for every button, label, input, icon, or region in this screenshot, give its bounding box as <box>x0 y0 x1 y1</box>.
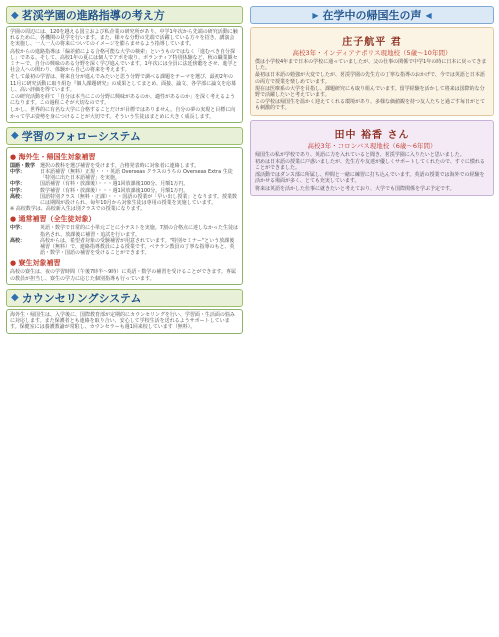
paragraph: 帰国生の私が学校であり、英語に力を入れていると聞き、茗渓学園に入りたいと思いました。 <box>255 151 465 158</box>
right-column <box>250 6 494 631</box>
diamond-icon: ◆ <box>11 292 19 304</box>
paragraph: この研究活動を経て「自分は本当にこの分野に興味があるのか、適性があるのか」を深く考えるようになります。この過程こそが大切なのです。 <box>10 94 236 107</box>
paragraph: この学校は帰国生を温かく迎えてくれる環境があり、多様な価値観を持つ友人たちと過ごす毎日がとても刺激的です。 <box>255 99 486 112</box>
person-subtitle: 高校3年・インディアナポリス現地校（5歳〜10年間） <box>292 49 452 57</box>
paragraph: しかし、世界的に有名な大学に合格することだけが目標ではありません。自分の夢の実現と目標に向かって学ぶ姿勢を身につけることが大切です。そういう生徒はまとめに大きく成長します。 <box>10 107 236 120</box>
person-subtitle: 高校3年・コロンバス現地校（6歳〜6年間） <box>307 141 437 150</box>
person-name: 庄子航平 君 <box>342 37 402 48</box>
paragraph: 最初は日本語の勉強が大変でしたが、茗渓学園の先生方の丁寧な指導のおかげで、今では英語と日本語の両方で授業を楽しめています。 <box>255 72 485 85</box>
paragraph: 将来は英語を活かした仕事に就きたいと考えており、大学でも国際関係を学ぶ予定です。 <box>255 185 455 192</box>
left-column <box>6 6 243 631</box>
list-item: 中学： 数学補習（有料・放課後）・・・週1回放課後100分。月額1万円。 <box>10 187 189 194</box>
section-title: 在学中の帰国生の声 <box>322 9 422 22</box>
list-item: 高校： 国語特別クラス（無料・正課）・・・国語の授業が「早い出し授業」となります。授業数には期間が設けられ、毎年10月から対象生徒は専用の授業を実施しています。 <box>10 193 237 207</box>
section-header <box>6 127 243 145</box>
triangle-icon: ◀ <box>425 10 432 20</box>
testimonial-card <box>250 27 494 116</box>
diamond-icon: ◆ <box>11 9 19 21</box>
section-header <box>6 6 243 24</box>
section-header <box>6 289 243 307</box>
subsection-title: ● 海外生・帰国生対象補習 <box>10 152 96 161</box>
section3-body <box>6 309 243 334</box>
paragraph: そして最初の学習は、将来自分が進んでみたいと思う分野で調べる課題をテーマを選び、最初2年の11月に研究活動に取り組む『個人課題研究』の成果としてまとめ、面接、論文、各学部に論文を応募し、高い評価を得ています。 <box>10 74 237 93</box>
section-title: 学習のフォローシステム <box>21 129 141 143</box>
list-item: 高校： 高校からは、希望者対象の受験補習が用意されています。"特別セミナー"という放課後補習（無料）で、連絡指導教員による授業です。ベテラン教員の丁寧な指導のもと、英語・数学・国語の補習を受けることができます。 <box>10 237 235 257</box>
subsection-title: ● 通常補習（全生徒対象） <box>10 215 96 224</box>
list-item: 高校の寮生は、夜の学習時間（午後7時半〜9時）に英語・数学の補習を受けることができます。専属の教員が担当し、寮生の学力に応じた個別指導も行っています。 <box>10 269 236 282</box>
list-item: 中学： 日本語補習（無料）正規・・・英語 Overseas クラスのうちの Overseas Extra 生徒「特別に出た日本語補習」を実施。 <box>10 169 233 182</box>
section1-body <box>6 26 243 123</box>
triangle-icon: ▶ <box>312 10 319 20</box>
diamond-icon: ◆ <box>11 130 19 142</box>
paragraph: 初めは日本語の授業に戸惑いましたが、先生方や友達が優しくサポートしてくれたので、すぐに慣れることができました。 <box>255 158 485 172</box>
person-name: 田中 裕香 さん <box>334 129 410 141</box>
paragraph: 高校からの進路指導は「偏差値による合格可能な大学の検索」というものではなく「進むべき自分探し」である。そして、高校1年の夏には個人でアポを取り、ボランティア特別体験など、秋の職業観セミナーで、自分の興味のある分野を深く学び進んでいます。1年次には全員に法廷傍聴をさせ、進学と社会人への関わり、体験から自己の将来を考えます。 <box>10 48 238 74</box>
list-item: 中学： 英語・数学で日常的に小単元ごとに小テストを実施。7割の合格点に達しなかった生徒は指名され、放課後に補習・追試を行います。 <box>10 225 238 238</box>
paragraph: 現在は医療系の大学を目指し、課題研究にも取り組んでいます。留学経験を活かして将来は国際的な分野で活躍したいと考えています。 <box>255 85 485 99</box>
paragraph: 部活動ではダンス部に所属し、仲間と一緒に練習に打ち込んでいます。英語の授業では海外での経験を活かせる場面が多く、とても充実しています。 <box>255 172 485 185</box>
paragraph: 海外生・帰国生は、入学後に、国際教育部が定期的にカウンセリングを行い、学習面・生活面の悩みに対応します。また保護者とも連絡を取り合い、安心して学校生活を送れるようサポートしています。保健室には養護教諭が常駐し、カウンセラーも週1回来校しています（無料）。 <box>10 311 235 331</box>
note: ※ 高校数学は、高校新入生は別クラスでの授業になります。 <box>10 206 146 213</box>
paragraph: 僕は小学校4年まで日本の学校に通っていましたが、父の仕事の関係で中学1年の時に日本に戻ってきました。 <box>255 59 487 72</box>
subsection-title: ● 寮生対象補習 <box>10 259 61 268</box>
testimonial-card <box>250 120 494 196</box>
section-title: 茗渓学園の進路指導の考え方 <box>21 9 165 22</box>
section-header <box>250 6 494 24</box>
list-item: 国語・数学 選択の教科を選び補習を受けます。合格発表時に対象者に連絡します。 <box>10 162 200 169</box>
paragraph: 学園の周辺には、120を越える国立および私企業の研究所があり、中学1年次から先端の研究活動に触れるために、各機関の見学を行います。また、様々な分野の先端で活躍している方々を招き、講演会を実施し、一人一人の将来についてのイメージを膨らませるよう指導しています。 <box>10 29 238 48</box>
section2-body <box>6 147 243 285</box>
list-item: 中学： 国語補習（有料・放課後）・・・週1回放課後100分。月額1万円。 <box>10 181 189 188</box>
section-title: カウンセリングシステム <box>21 291 142 305</box>
